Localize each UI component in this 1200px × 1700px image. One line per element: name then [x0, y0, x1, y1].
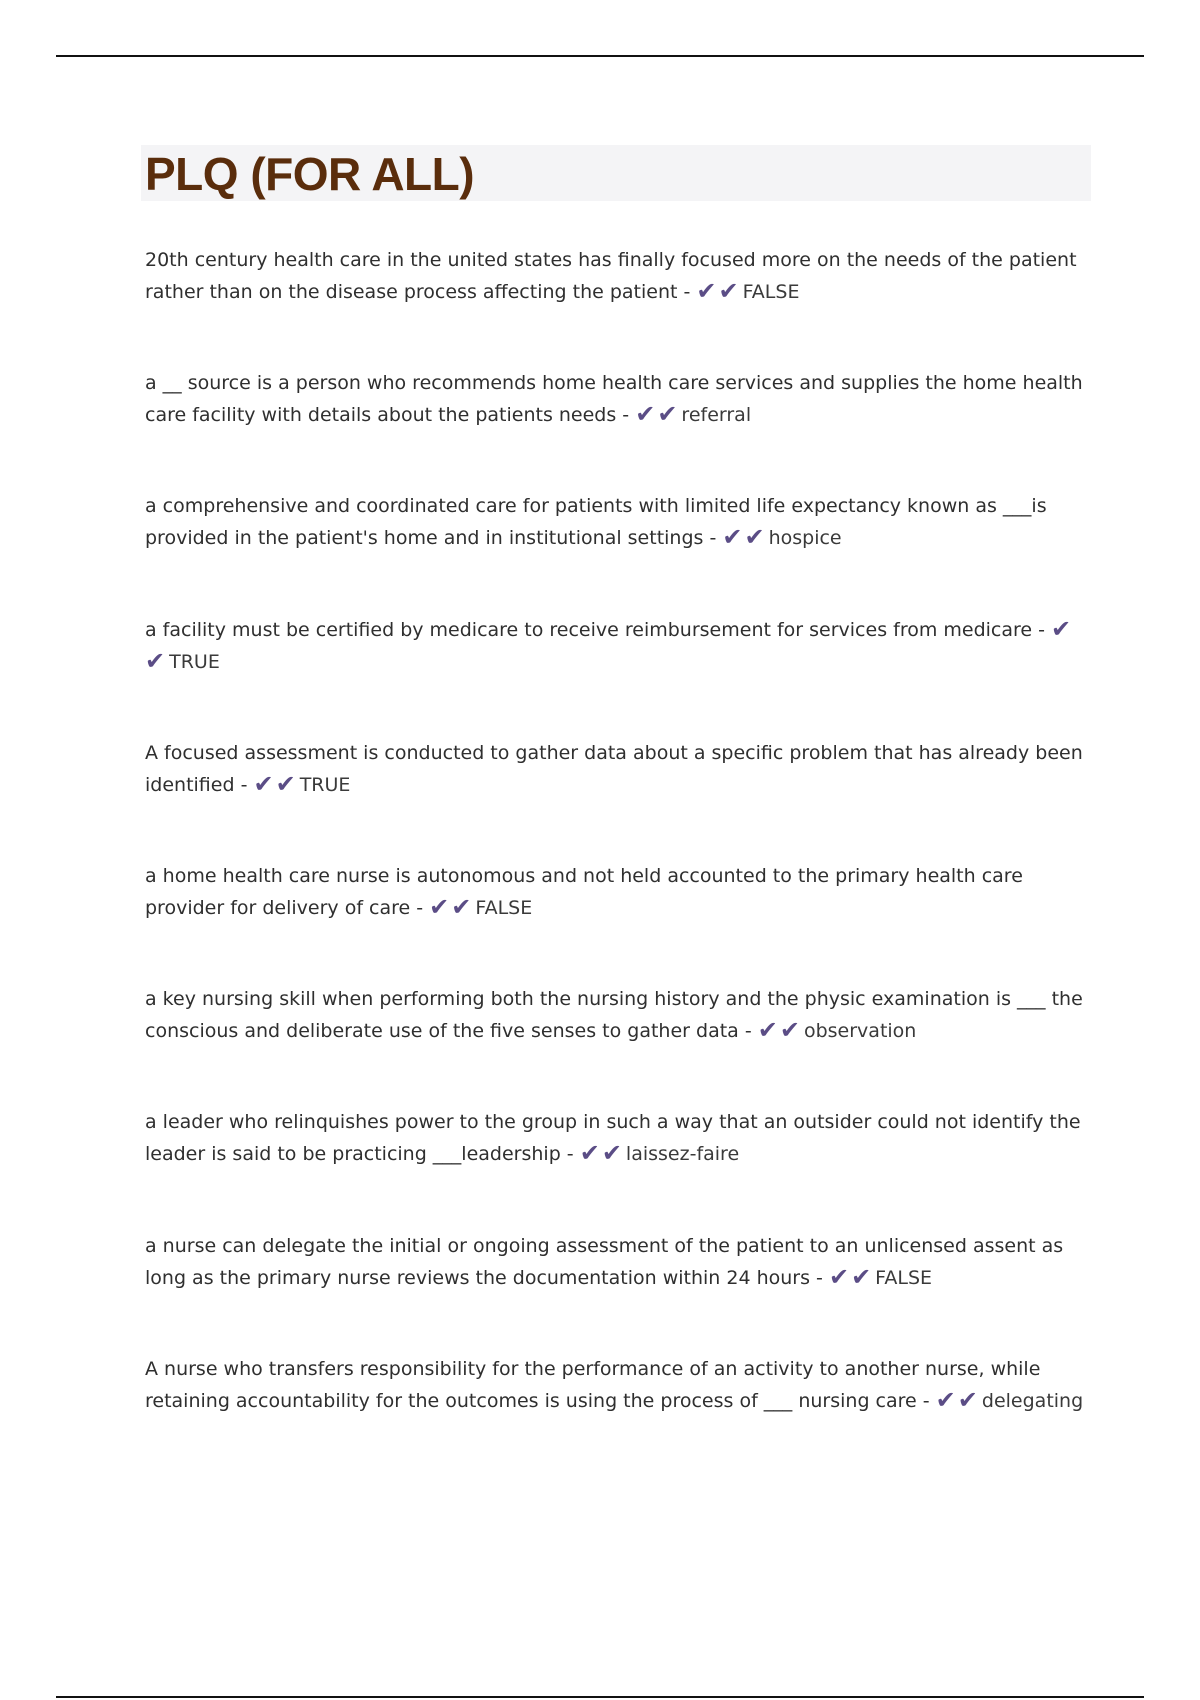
qa-item — [145, 244, 1095, 367]
check-icon: ✔ — [635, 400, 656, 429]
separator: - — [234, 773, 254, 796]
separator: - — [703, 527, 723, 550]
qa-text — [145, 1106, 1095, 1170]
check-icon: ✔ — [429, 892, 450, 921]
check-icon: ✔ — [145, 646, 166, 675]
answer-text: FALSE — [475, 896, 533, 919]
qa-item — [145, 614, 1095, 737]
qa-text — [145, 1230, 1095, 1294]
top-rule — [56, 55, 1144, 57]
question-text: A focused assessment is conducted to gather data about a specific problem that has already been identified — [145, 741, 1083, 796]
check-icon: ✔ — [253, 769, 274, 798]
check-icon: ✔ — [828, 1262, 850, 1291]
answer-text: FALSE — [742, 281, 800, 303]
qa-item — [145, 1106, 1095, 1229]
separator: - — [1032, 618, 1052, 641]
check-icon: ✔ — [657, 400, 678, 429]
qa-list — [145, 244, 1095, 1476]
question-text: a home health care nurse is autonomous and not held accounted to the primary health care provider for delivery of care — [145, 864, 1023, 919]
separator: - — [616, 404, 636, 427]
check-icon: ✔ — [935, 1385, 956, 1414]
answer-text: referral — [681, 404, 752, 427]
check-icon: ✔ — [744, 523, 765, 552]
answer-text: FALSE — [875, 1266, 933, 1289]
qa-text — [145, 737, 1095, 801]
check-icon: ✔ — [779, 1016, 800, 1045]
check-icon: ✔ — [696, 277, 717, 305]
separator: - — [810, 1266, 829, 1289]
qa-item — [145, 490, 1095, 613]
check-icon: ✔ — [579, 1139, 600, 1168]
qa-item — [145, 737, 1095, 860]
question-text: 20th century health care in the united states has finally focused more on the needs of the patient rather than on the disease process affecting the patient — [145, 249, 1077, 303]
qa-item — [145, 860, 1095, 983]
qa-text — [145, 1353, 1095, 1417]
qa-text — [145, 490, 1095, 554]
check-icon: ✔ — [275, 769, 296, 798]
question-text: a __ source is a person who recommends home health care services and supplies the home health care facility with details about the patients needs — [145, 372, 1083, 427]
qa-item — [145, 983, 1095, 1106]
qa-text — [145, 860, 1095, 924]
separator: - — [738, 1020, 758, 1043]
separator: - — [677, 281, 697, 303]
bottom-rule — [56, 1696, 1144, 1698]
qa-text — [145, 614, 1095, 678]
qa-text — [145, 983, 1095, 1047]
check-icon: ✔ — [451, 892, 472, 921]
answer-text: hospice — [768, 527, 842, 550]
answer-text: observation — [803, 1020, 917, 1043]
question-text: a nurse can delegate the initial or ongoing assessment of the patient to an unlicensed assent as long as the primary nurse reviews the documentation within 24 hours — [145, 1234, 1064, 1289]
qa-item — [145, 1230, 1095, 1353]
page-title: PLQ (FOR ALL) — [145, 148, 475, 200]
qa-item — [145, 367, 1095, 490]
qa-item — [145, 1353, 1095, 1476]
answer-text: laissez-faire — [625, 1143, 740, 1166]
qa-text — [145, 244, 1095, 308]
check-icon: ✔ — [1051, 614, 1072, 643]
check-icon: ✔ — [722, 523, 743, 552]
question-text: A nurse who transfers responsibility for the performance of an activity to another nurse, while retaining accountability for the outcomes is using the process of ___ nursing care — [145, 1357, 1041, 1412]
separator: - — [410, 896, 430, 919]
separator: - — [916, 1389, 936, 1412]
answer-text: TRUE — [169, 650, 220, 673]
separator: - — [560, 1143, 580, 1166]
answer-text: TRUE — [299, 773, 351, 796]
answer-text: delegating — [981, 1389, 1084, 1412]
check-icon: ✔ — [851, 1262, 872, 1291]
check-icon: ✔ — [601, 1139, 622, 1168]
check-icon: ✔ — [957, 1385, 978, 1414]
question-text: a facility must be certified by medicare to receive reimbursement for services from medicare — [145, 618, 1033, 641]
qa-text — [145, 367, 1095, 431]
check-icon: ✔ — [718, 277, 739, 305]
question-text: a key nursing skill when performing both the nursing history and the physic examination is ___ the conscious and deliberate use of the five senses to gather data — [145, 988, 1083, 1043]
question-text: a leader who relinquishes power to the group in such a way that an outsider could not identify the leader is said to be practicing ___leadership — [145, 1111, 1081, 1166]
question-text: a comprehensive and coordinated care for patients with limited life expectancy known as ___is provided in the patient's home and in institutional settings — [145, 495, 1047, 550]
check-icon: ✔ — [757, 1016, 778, 1045]
